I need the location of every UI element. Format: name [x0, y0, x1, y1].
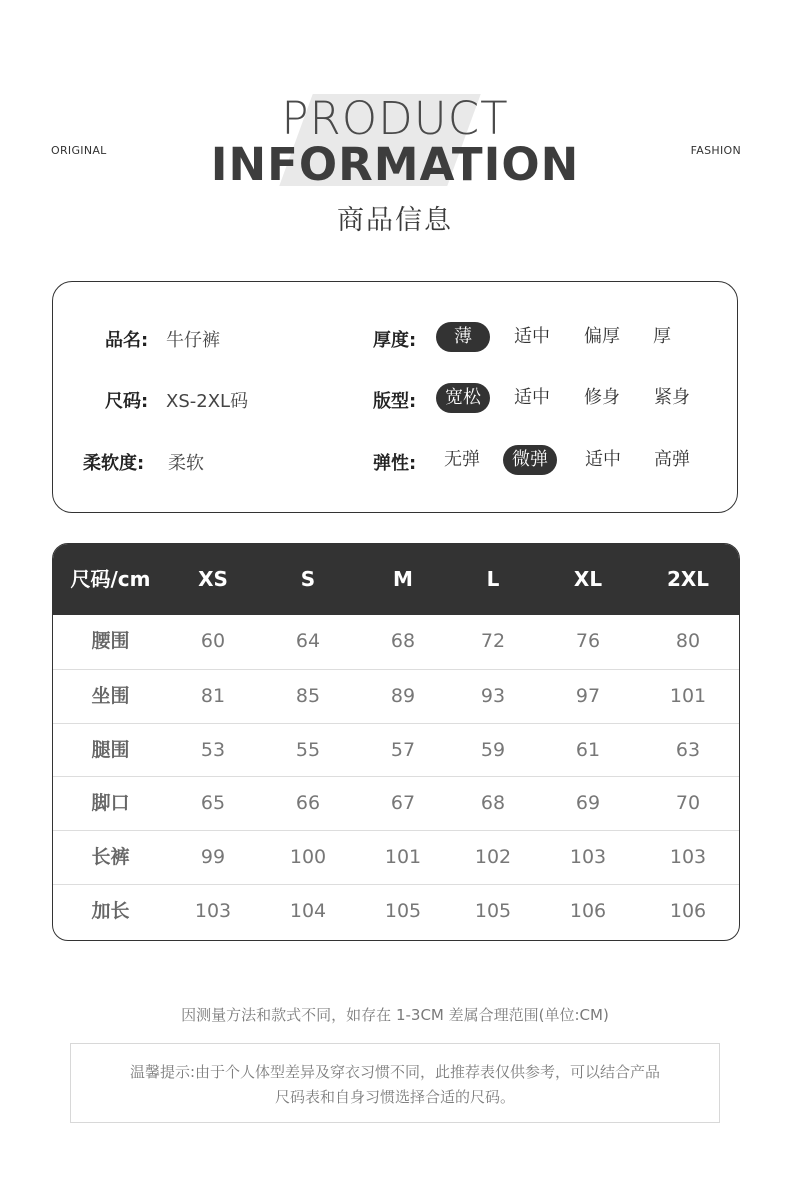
header-cell: XL: [573, 567, 603, 591]
title-product: PRODUCT: [281, 92, 509, 145]
table-cell: 55: [295, 738, 321, 761]
table-cell: 65: [200, 792, 226, 815]
header-cell: M: [393, 567, 413, 591]
table-cell: 101: [669, 684, 707, 707]
table-cell: 103: [669, 846, 707, 869]
table-cell: 106: [669, 900, 707, 922]
table-cell: 104: [289, 900, 327, 922]
fit-label: 版型:: [373, 391, 417, 412]
header-cell: S: [300, 567, 316, 591]
tip-line-1: 温馨提示:由于个人体型差异及穿衣习惯不同，此推荐表仅供参考，可以结合产品: [129, 1063, 661, 1081]
softness-value: 柔软: [168, 453, 204, 474]
row-label: 脚口: [91, 792, 130, 815]
size-table: [52, 543, 740, 941]
header-cell: L: [486, 567, 500, 591]
tip-line-2: 尺码表和自身习惯选择合适的尺码。: [274, 1088, 515, 1106]
table-cell: 97: [575, 684, 601, 707]
original-label: ORIGINAL: [51, 144, 107, 157]
table-cell: 53: [200, 738, 226, 761]
table-cell: 60: [200, 630, 226, 652]
elasticity-option: 适中: [585, 449, 621, 470]
table-cell: 103: [569, 846, 607, 869]
table-cell: 68: [480, 792, 506, 815]
table-cell: 100: [289, 846, 327, 869]
fashion-label: FASHION: [690, 144, 741, 157]
table-row: [53, 884, 739, 937]
thickness-label: 厚度:: [373, 330, 417, 351]
header-cell: 尺码/cm: [70, 567, 151, 591]
fit-option: 修身: [584, 387, 620, 408]
table-cell: 64: [295, 630, 321, 652]
table-cell: 76: [575, 630, 601, 652]
info-row-name-thickness: [53, 322, 737, 352]
row-label: 坐围: [91, 684, 130, 707]
elasticity-option: 高弹: [654, 449, 690, 470]
table-cell: 69: [575, 792, 601, 815]
table-cell: 80: [675, 630, 701, 652]
thickness-option: 薄: [436, 322, 490, 352]
table-cell: 106: [569, 900, 607, 922]
thickness-option: 厚: [653, 326, 671, 347]
thickness-option: 适中: [514, 326, 550, 347]
fit-option: 适中: [514, 387, 550, 408]
table-cell: 70: [675, 792, 701, 815]
size-value: XS-2XL码: [166, 391, 249, 412]
table-cell: 67: [390, 792, 416, 815]
table-row: [53, 723, 739, 776]
elasticity-option: 无弹: [444, 449, 480, 470]
table-cell: 81: [200, 684, 226, 707]
table-cell: 72: [480, 630, 506, 652]
fit-option: 紧身: [654, 387, 690, 408]
table-row: [53, 615, 739, 668]
table-cell: 85: [295, 684, 321, 707]
table-cell: 63: [675, 738, 701, 761]
row-label: 加长: [91, 900, 130, 922]
row-label: 长裤: [91, 846, 130, 869]
elasticity-option: 微弹: [503, 445, 557, 475]
elasticity-label: 弹性:: [373, 453, 417, 474]
title-cn: 商品信息: [337, 205, 453, 236]
table-cell: 59: [480, 738, 506, 761]
table-cell: 105: [474, 900, 512, 922]
info-row-size-fit: [53, 383, 737, 413]
table-cell: 103: [194, 900, 232, 922]
table-cell: 68: [390, 630, 416, 652]
table-cell: 57: [390, 738, 416, 761]
size-table-header: [53, 544, 739, 615]
name-value: 牛仔裤: [166, 330, 220, 351]
product-info-box: [52, 281, 738, 513]
table-cell: 102: [474, 846, 512, 869]
table-cell: 105: [384, 900, 422, 922]
row-label: 腿围: [91, 738, 130, 761]
fit-option: 宽松: [436, 383, 490, 413]
header-cell: XS: [198, 567, 228, 591]
name-label: 品名:: [105, 330, 149, 351]
softness-label: 柔软度:: [83, 453, 145, 474]
table-cell: 61: [575, 738, 601, 761]
table-cell: 101: [384, 846, 422, 869]
header-cell: 2XL: [666, 567, 710, 591]
table-row: [53, 776, 739, 829]
tip-box: [70, 1043, 720, 1123]
size-label: 尺码:: [105, 391, 149, 412]
table-row: [53, 669, 739, 722]
table-row: [53, 830, 739, 883]
table-cell: 99: [200, 846, 226, 869]
title-information: INFORMATION: [210, 138, 580, 191]
table-cell: 93: [480, 684, 506, 707]
table-cell: 89: [390, 684, 416, 707]
info-row-softness-elasticity: [53, 445, 737, 475]
thickness-option: 偏厚: [584, 326, 620, 347]
measurement-note: 因测量方法和款式不同，如存在 1-3CM 差属合理范围(单位:CM): [181, 1006, 609, 1024]
row-label: 腰围: [91, 630, 130, 652]
table-cell: 66: [295, 792, 321, 815]
